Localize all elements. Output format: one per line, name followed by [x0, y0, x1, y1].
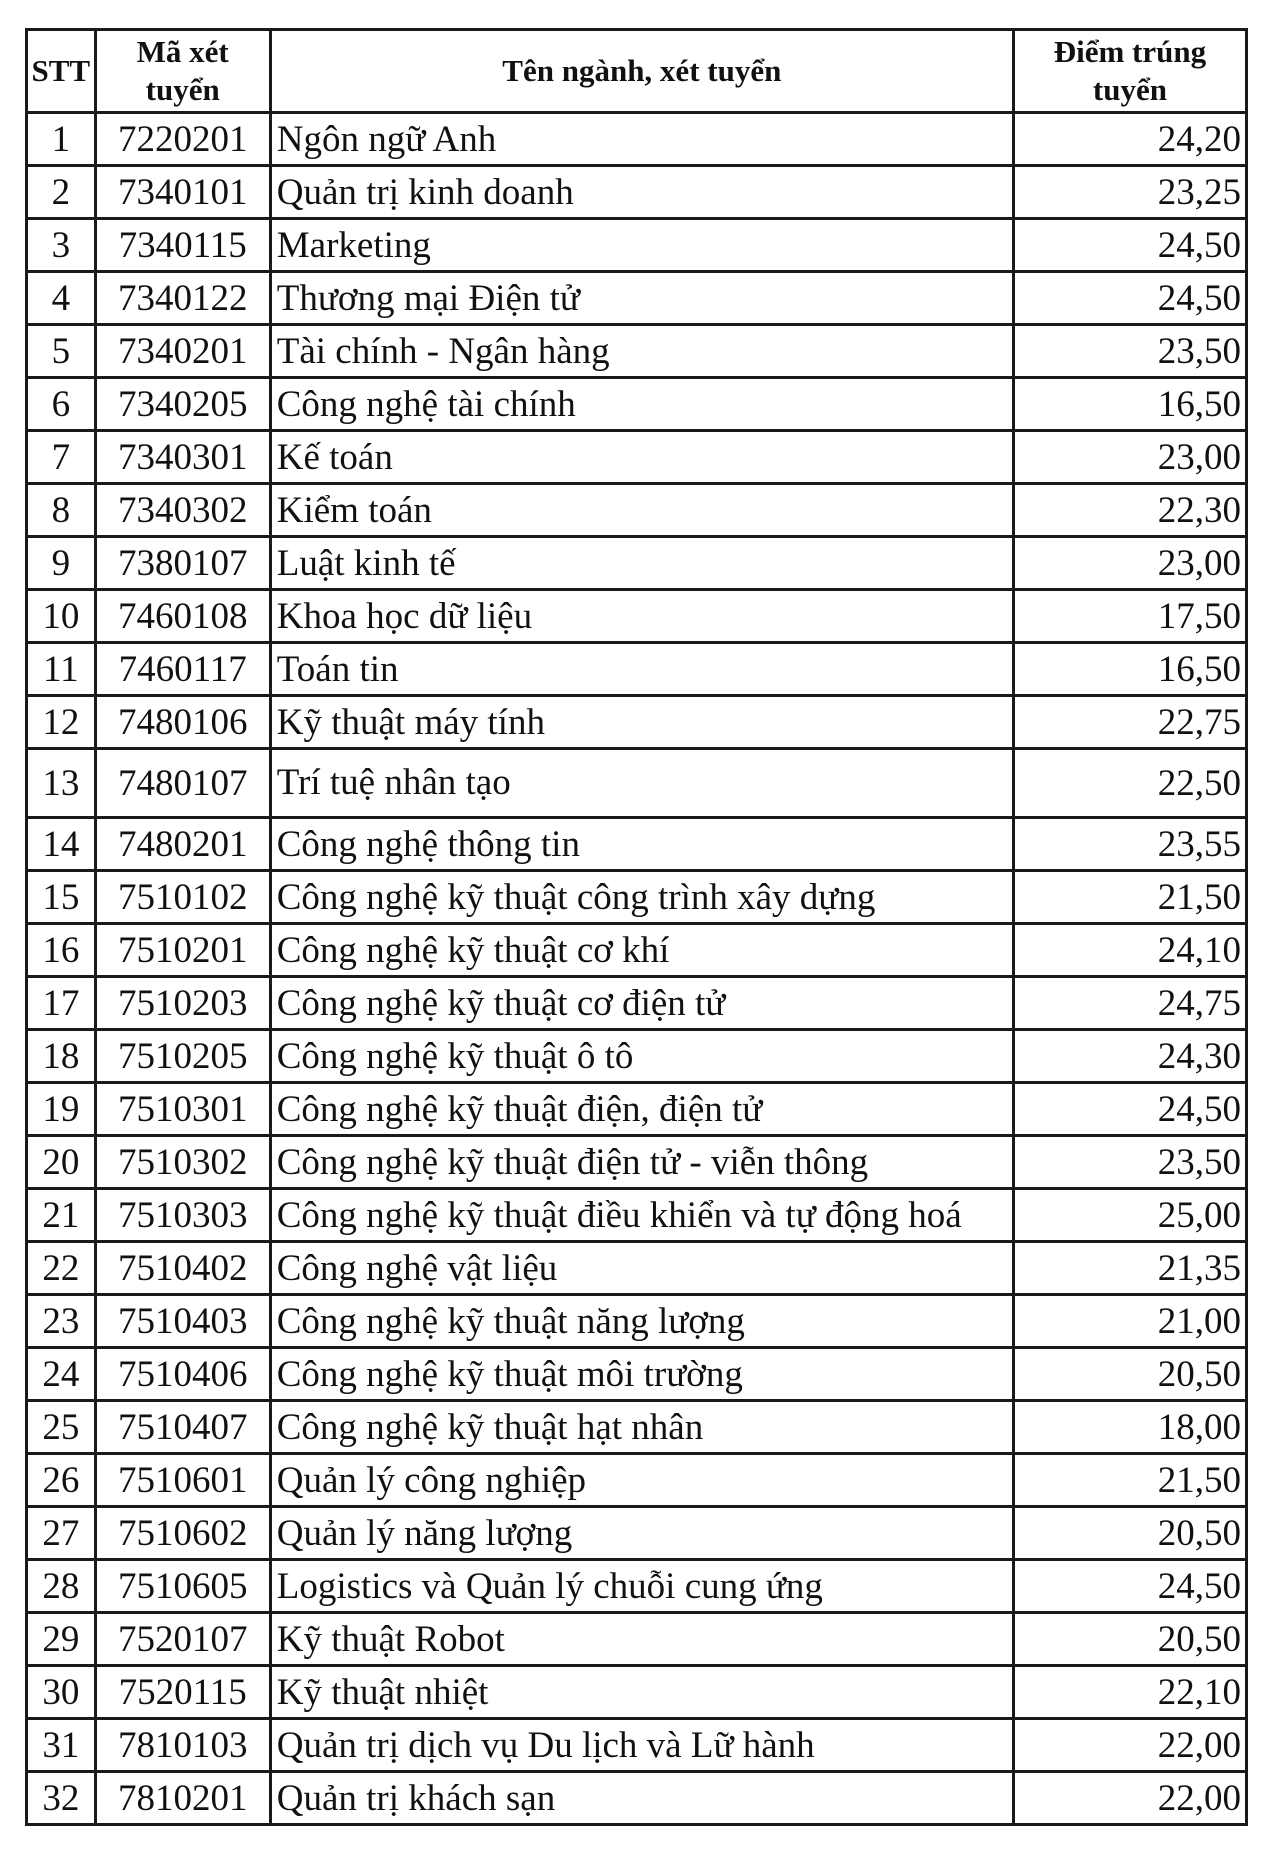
- table-row: [27, 643, 1247, 696]
- table-row: [27, 590, 1247, 643]
- table-row: [27, 977, 1247, 1030]
- row-stt: 20: [27, 1136, 96, 1189]
- row-score: 24,50: [1013, 219, 1246, 272]
- table-row: [27, 1030, 1247, 1083]
- table-row: [27, 272, 1247, 325]
- row-major-name: Thương mại Điện tử: [270, 272, 1013, 325]
- row-major-name: Công nghệ kỹ thuật môi trường: [270, 1348, 1013, 1401]
- table-row: [27, 1083, 1247, 1136]
- row-stt: 32: [27, 1772, 96, 1825]
- row-stt: 12: [27, 696, 96, 749]
- row-stt: 23: [27, 1295, 96, 1348]
- table-row: [27, 1613, 1247, 1666]
- table-row: [27, 378, 1247, 431]
- row-code: 7510407: [95, 1401, 270, 1454]
- row-stt: 4: [27, 272, 96, 325]
- row-code: 7510602: [95, 1507, 270, 1560]
- row-major-name: Công nghệ kỹ thuật điện, điện tử: [270, 1083, 1013, 1136]
- row-stt: 17: [27, 977, 96, 1030]
- row-score: 22,75: [1013, 696, 1246, 749]
- table-body: [27, 113, 1247, 1825]
- table-row: [27, 696, 1247, 749]
- table-row: [27, 1401, 1247, 1454]
- table-row: [27, 1189, 1247, 1242]
- table-row: [27, 749, 1247, 818]
- table-row: [27, 1454, 1247, 1507]
- row-major-name: Ngôn ngữ Anh: [270, 113, 1013, 166]
- row-score: 18,00: [1013, 1401, 1246, 1454]
- row-score: 23,50: [1013, 1136, 1246, 1189]
- row-score: 24,30: [1013, 1030, 1246, 1083]
- row-major-name: Trí tuệ nhân tạo: [270, 749, 1013, 818]
- row-code: 7220201: [95, 113, 270, 166]
- row-major-name: Luật kinh tế: [270, 537, 1013, 590]
- row-stt: 19: [27, 1083, 96, 1136]
- row-major-name: Công nghệ kỹ thuật ô tô: [270, 1030, 1013, 1083]
- row-score: 21,50: [1013, 1454, 1246, 1507]
- row-code: 7340205: [95, 378, 270, 431]
- row-code: 7340115: [95, 219, 270, 272]
- row-score: 24,10: [1013, 924, 1246, 977]
- table-row: [27, 219, 1247, 272]
- row-code: 7460117: [95, 643, 270, 696]
- row-score: 24,50: [1013, 1083, 1246, 1136]
- row-score: 22,30: [1013, 484, 1246, 537]
- row-code: 7810201: [95, 1772, 270, 1825]
- row-score: 23,00: [1013, 431, 1246, 484]
- header-score: Điểm trúng tuyển: [1013, 30, 1246, 113]
- row-major-name: Quản lý năng lượng: [270, 1507, 1013, 1560]
- row-major-name: Quản trị kinh doanh: [270, 166, 1013, 219]
- row-stt: 6: [27, 378, 96, 431]
- row-stt: 16: [27, 924, 96, 977]
- row-score: 22,00: [1013, 1772, 1246, 1825]
- row-stt: 25: [27, 1401, 96, 1454]
- admission-score-table: [25, 28, 1248, 1826]
- row-score: 21,00: [1013, 1295, 1246, 1348]
- row-score: 24,50: [1013, 1560, 1246, 1613]
- row-major-name: Công nghệ kỹ thuật cơ khí: [270, 924, 1013, 977]
- row-code: 7460108: [95, 590, 270, 643]
- row-major-name: Kế toán: [270, 431, 1013, 484]
- table-row: [27, 1772, 1247, 1825]
- row-stt: 24: [27, 1348, 96, 1401]
- row-stt: 30: [27, 1666, 96, 1719]
- row-stt: 28: [27, 1560, 96, 1613]
- row-major-name: Toán tin: [270, 643, 1013, 696]
- table-row: [27, 1507, 1247, 1560]
- row-code: 7340201: [95, 325, 270, 378]
- row-score: 24,75: [1013, 977, 1246, 1030]
- table-row: [27, 113, 1247, 166]
- row-stt: 8: [27, 484, 96, 537]
- table-row: [27, 484, 1247, 537]
- row-score: 23,00: [1013, 537, 1246, 590]
- row-major-name: Quản trị khách sạn: [270, 1772, 1013, 1825]
- row-score: 22,00: [1013, 1719, 1246, 1772]
- row-major-name: Kỹ thuật máy tính: [270, 696, 1013, 749]
- row-score: 21,50: [1013, 871, 1246, 924]
- row-major-name: Công nghệ kỹ thuật hạt nhân: [270, 1401, 1013, 1454]
- table-row: [27, 1719, 1247, 1772]
- row-stt: 21: [27, 1189, 96, 1242]
- row-stt: 9: [27, 537, 96, 590]
- row-score: 24,20: [1013, 113, 1246, 166]
- row-major-name: Khoa học dữ liệu: [270, 590, 1013, 643]
- row-major-name: Công nghệ thông tin: [270, 818, 1013, 871]
- row-stt: 22: [27, 1242, 96, 1295]
- row-major-name: Công nghệ kỹ thuật điện tử - viễn thông: [270, 1136, 1013, 1189]
- header-name: Tên ngành, xét tuyển: [270, 30, 1013, 113]
- row-code: 7520107: [95, 1613, 270, 1666]
- row-major-name: Công nghệ kỹ thuật cơ điện tử: [270, 977, 1013, 1030]
- row-code: 7510601: [95, 1454, 270, 1507]
- row-code: 7340301: [95, 431, 270, 484]
- table-row: [27, 924, 1247, 977]
- table-row: [27, 818, 1247, 871]
- row-stt: 31: [27, 1719, 96, 1772]
- row-code: 7510203: [95, 977, 270, 1030]
- row-code: 7510406: [95, 1348, 270, 1401]
- row-code: 7480106: [95, 696, 270, 749]
- row-stt: 13: [27, 749, 96, 818]
- table-row: [27, 325, 1247, 378]
- row-score: 22,50: [1013, 749, 1246, 818]
- row-major-name: Công nghệ kỹ thuật năng lượng: [270, 1295, 1013, 1348]
- row-score: 16,50: [1013, 378, 1246, 431]
- row-major-name: Kỹ thuật nhiệt: [270, 1666, 1013, 1719]
- row-code: 7810103: [95, 1719, 270, 1772]
- row-stt: 27: [27, 1507, 96, 1560]
- row-stt: 1: [27, 113, 96, 166]
- row-code: 7510403: [95, 1295, 270, 1348]
- table-row: [27, 537, 1247, 590]
- row-code: 7380107: [95, 537, 270, 590]
- row-major-name: Logistics và Quản lý chuỗi cung ứng: [270, 1560, 1013, 1613]
- row-code: 7510301: [95, 1083, 270, 1136]
- table-row: [27, 1348, 1247, 1401]
- table-row: [27, 1295, 1247, 1348]
- row-code: 7510302: [95, 1136, 270, 1189]
- header-code: Mã xét tuyển: [95, 30, 270, 113]
- table-row: [27, 871, 1247, 924]
- row-score: 17,50: [1013, 590, 1246, 643]
- row-stt: 14: [27, 818, 96, 871]
- row-stt: 2: [27, 166, 96, 219]
- row-major-name: Marketing: [270, 219, 1013, 272]
- row-score: 21,35: [1013, 1242, 1246, 1295]
- row-code: 7340101: [95, 166, 270, 219]
- row-stt: 15: [27, 871, 96, 924]
- row-stt: 26: [27, 1454, 96, 1507]
- row-code: 7510102: [95, 871, 270, 924]
- row-code: 7340122: [95, 272, 270, 325]
- row-score: 23,55: [1013, 818, 1246, 871]
- header-stt: STT: [27, 30, 96, 113]
- row-code: 7510605: [95, 1560, 270, 1613]
- row-score: 20,50: [1013, 1507, 1246, 1560]
- table-row: [27, 166, 1247, 219]
- row-score: 20,50: [1013, 1613, 1246, 1666]
- row-stt: 11: [27, 643, 96, 696]
- row-major-name: Công nghệ kỹ thuật điều khiển và tự động hoá: [270, 1189, 1013, 1242]
- row-score: 25,00: [1013, 1189, 1246, 1242]
- row-code: 7510205: [95, 1030, 270, 1083]
- row-stt: 18: [27, 1030, 96, 1083]
- row-major-name: Quản trị dịch vụ Du lịch và Lữ hành: [270, 1719, 1013, 1772]
- row-major-name: Công nghệ tài chính: [270, 378, 1013, 431]
- row-stt: 29: [27, 1613, 96, 1666]
- row-stt: 10: [27, 590, 96, 643]
- row-stt: 7: [27, 431, 96, 484]
- row-code: 7520115: [95, 1666, 270, 1719]
- row-code: 7340302: [95, 484, 270, 537]
- row-score: 20,50: [1013, 1348, 1246, 1401]
- row-major-name: Quản lý công nghiệp: [270, 1454, 1013, 1507]
- row-code: 7510402: [95, 1242, 270, 1295]
- row-major-name: Công nghệ kỹ thuật công trình xây dựng: [270, 871, 1013, 924]
- row-code: 7480107: [95, 749, 270, 818]
- table-row: [27, 1666, 1247, 1719]
- row-score: 23,25: [1013, 166, 1246, 219]
- row-stt: 5: [27, 325, 96, 378]
- row-code: 7510201: [95, 924, 270, 977]
- table-row: [27, 431, 1247, 484]
- row-code: 7510303: [95, 1189, 270, 1242]
- row-score: 24,50: [1013, 272, 1246, 325]
- row-major-name: Kiểm toán: [270, 484, 1013, 537]
- table-row: [27, 1242, 1247, 1295]
- row-major-name: Kỹ thuật Robot: [270, 1613, 1013, 1666]
- table-row: [27, 1560, 1247, 1613]
- row-score: 22,10: [1013, 1666, 1246, 1719]
- table-row: [27, 1136, 1247, 1189]
- table-header-row: [27, 30, 1247, 113]
- row-code: 7480201: [95, 818, 270, 871]
- row-major-name: Tài chính - Ngân hàng: [270, 325, 1013, 378]
- row-score: 16,50: [1013, 643, 1246, 696]
- row-score: 23,50: [1013, 325, 1246, 378]
- row-major-name: Công nghệ vật liệu: [270, 1242, 1013, 1295]
- row-stt: 3: [27, 219, 96, 272]
